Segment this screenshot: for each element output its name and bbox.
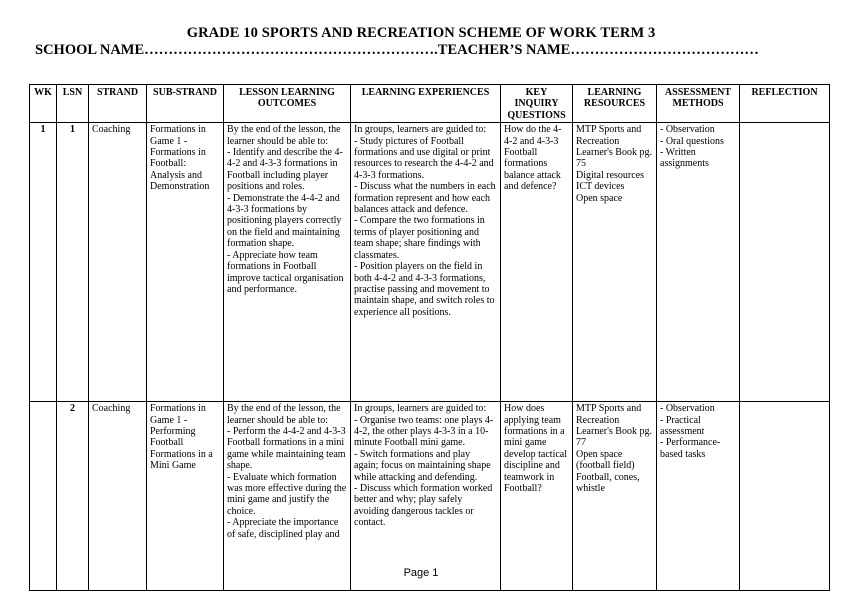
col-header-sub-strand: SUB-STRAND (147, 85, 224, 123)
col-header-wk: WK (30, 85, 57, 123)
assessment-line: - Observation (660, 403, 715, 415)
cell-reflection (740, 402, 830, 591)
experience-line: - Organise two teams: one plays 4-4-2, the other plays 4-3-3 in a 10-minute Football mini game. (354, 414, 494, 449)
col-header-resources: LEARNING RESOURCES (573, 85, 657, 123)
assessment-line: - Observation (660, 124, 715, 136)
cell-wk: 1 (30, 123, 57, 402)
school-teacher-line: SCHOOL NAME…………………………………………………….TEACHER’S NAME………………………………… (35, 42, 759, 58)
col-header-lsn: LSN (57, 85, 89, 123)
cell-lsn: 2 (57, 402, 89, 591)
experience-line: - Discuss what the numbers in each formation represent and how each balances attack and defence. (354, 181, 496, 216)
resource-line: Open space (576, 192, 623, 204)
resource-line: Digital resources (576, 169, 645, 181)
cell-sub-strand: Formations in Game 1 - Performing Football Formations in a Mini Game (147, 402, 224, 591)
table-row (30, 123, 830, 402)
outcome-line: By the end of the lesson, the learner should be able to: (227, 403, 341, 426)
col-header-experiences: LEARNING EXPERIENCES (351, 85, 501, 123)
resource-line: MTP Sports and Recreation Learner's Book pg. 75 (576, 124, 652, 170)
col-header-assessment: ASSESSMENT METHODS (657, 85, 740, 123)
outcome-line: - Appreciate the importance of safe, disciplined play and (227, 517, 340, 540)
cell-experiences (351, 402, 501, 591)
assessment-line: - Oral questions (660, 135, 724, 147)
experience-line: - Switch formations and play again; focus on maintaining shape while attacking and defending. (354, 448, 491, 483)
table-header-row (30, 85, 830, 123)
experience-line: In groups, learners are guided to: (354, 403, 487, 415)
experience-line: - Position players on the field in both 4-4-2 and 4-3-3 formations, practise passing and movement to maintain shape, and switch roles to experience all positions. (354, 261, 495, 318)
cell-outcomes (224, 402, 351, 591)
outcome-line: - Perform the 4-4-2 and 4-3-3 Football formations in a mini game while maintaining team shape. (227, 426, 346, 472)
experience-line: - Discuss which formation worked better and why; play safely avoiding dangerous tackles or contact. (354, 483, 493, 529)
cell-inquiry-question: How do the 4-4-2 and 4-3-3 Football formations balance attack and defence? (501, 123, 573, 402)
resource-line: MTP Sports and Recreation Learner's Book pg. 77 (576, 403, 652, 449)
cell-resources (573, 123, 657, 402)
experience-line: - Compare the two formations in terms of player positioning and team shape; share findings with classmates. (354, 215, 485, 261)
table-row (30, 402, 830, 591)
cell-strand: Coaching (89, 402, 147, 591)
resource-line: Football, cones, whistle (576, 471, 640, 495)
outcome-line: - Appreciate how team formations in Football improve tactical organisation and performance. (227, 249, 344, 295)
scheme-of-work-table (29, 84, 830, 591)
cell-strand: Coaching (89, 123, 147, 402)
col-header-outcomes: LESSON LEARNING OUTCOMES (224, 85, 351, 123)
cell-sub-strand: Formations in Game 1 - Formations in Football: Analysis and Demonstration (147, 123, 224, 402)
experience-line: In groups, learners are guided to: (354, 124, 487, 136)
outcome-line: - Demonstrate the 4-4-2 and 4-3-3 formations by positioning players correctly on the field and maintaining formation shape. (227, 192, 342, 250)
col-header-inquiry-questions: KEY INQUIRY QUESTIONS (501, 85, 573, 123)
assessment-line: - Performance-based tasks (660, 437, 721, 460)
assessment-line: - Written assignments (660, 147, 709, 170)
assessment-line: - Practical assessment (660, 414, 705, 438)
cell-outcomes (224, 123, 351, 402)
outcome-line: By the end of the lesson, the learner should be able to: (227, 124, 341, 147)
col-header-reflection: REFLECTION (740, 85, 830, 123)
cell-wk (30, 402, 57, 591)
resource-line: Open space (football field) (576, 448, 635, 472)
cell-lsn: 1 (57, 123, 89, 402)
experience-line: - Study pictures of Football formations and use digital or print resources to research the 4-4-2 and 4-3-3 formations. (354, 135, 494, 181)
cell-assessment (657, 123, 740, 402)
document-title: GRADE 10 SPORTS AND RECREATION SCHEME OF WORK TERM 3 (186, 25, 656, 41)
outcome-line: - Evaluate which formation was more effective during the mini game and justify the choice. (227, 471, 347, 517)
col-header-strand: STRAND (89, 85, 147, 123)
cell-experiences (351, 123, 501, 402)
cell-reflection (740, 123, 830, 402)
cell-inquiry-question: How does applying team formations in a mini game develop tactical discipline and teamwork in Football? (501, 402, 573, 591)
page-number: Page 1 (403, 567, 439, 579)
cell-assessment (657, 402, 740, 591)
cell-resources (573, 402, 657, 591)
resource-line: ICT devices (576, 181, 625, 193)
outcome-line: - Identify and describe the 4-4-2 and 4-3-3 formations in Football including player positions and roles. (227, 147, 343, 193)
